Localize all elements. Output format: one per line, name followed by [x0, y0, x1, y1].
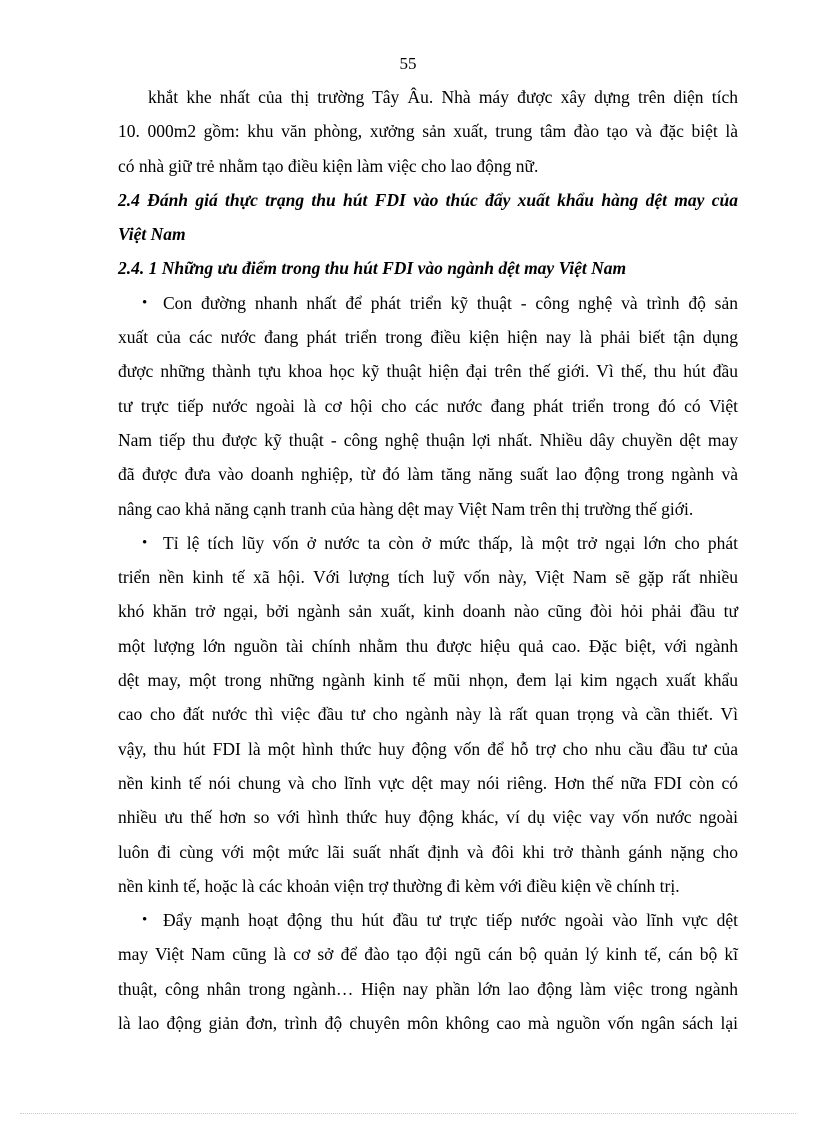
text-line: nhiều ưu thế hơn so với hình thức huy động khác, ví dụ việc vay vốn nước ngoài: [118, 807, 738, 828]
subsection-heading: [118, 251, 738, 285]
text-line: 10. 000m2 gồm: khu văn phòng, xưởng sản xuất, trung tâm đào tạo và đặc biệt là: [118, 121, 738, 142]
text-line: khó khăn trở ngại, bởi ngành sản xuất, kinh doanh nào cũng đòi hỏi phải đầu tư: [118, 601, 738, 622]
text-line: Nam tiếp thu được kỹ thuật - công nghệ thuận lợi nhất. Nhiều dây chuyền dệt may: [118, 429, 738, 450]
bullet-text: Tỉ lệ tích lũy vốn ở nước ta còn ở mức thấp, là một trở ngại lớn cho phát: [163, 532, 738, 553]
text-line: khắt khe nhất của thị trường Tây Âu. Nhà máy được xây dựng trên diện tích: [148, 87, 738, 107]
section-heading: [118, 183, 738, 252]
heading-line: 2.4 Đánh giá thực trạng thu hút FDI vào thúc đẩy xuất khẩu hàng dệt may của: [118, 189, 738, 210]
page-number: 55: [399, 54, 417, 73]
page-bottom-divider: [20, 1113, 796, 1114]
text-line: triển nền kinh tế xã hội. Với lượng tích luỹ vốn này, Việt Nam sẽ gặp rất nhiều: [118, 567, 738, 588]
text-line: dệt may, một trong những ngành kinh tế mũi nhọn, đem lại kim ngạch xuất khẩu: [118, 670, 738, 691]
text-line: [118, 903, 738, 937]
bullet-icon: •: [142, 912, 148, 929]
text-line: [118, 526, 738, 560]
intro-paragraph: [118, 80, 738, 183]
text-line: nâng cao khả năng cạnh tranh của hàng dệt may Việt Nam trên thị trường thế giới.: [118, 498, 694, 519]
text-line: được những thành tựu khoa học kỹ thuật hiện đại trên thế giới. Vì thế, thu hút đầu: [118, 361, 738, 382]
heading-line: Việt Nam: [118, 224, 186, 245]
text-line: nền kinh tế nói chung và cho lĩnh vực dệt may nói riêng. Hơn thế nữa FDI còn có: [118, 772, 738, 793]
text-line: luôn đi cùng với một mức lãi suất nhất định và đôi khi trở thành gánh nặng cho: [118, 841, 738, 862]
bullet-text: Con đường nhanh nhất để phát triển kỹ thuật - công nghệ và trình độ sản: [163, 292, 738, 313]
bullet-paragraph: [118, 526, 738, 903]
bullet-paragraph: [118, 286, 738, 526]
bullet-icon: •: [142, 534, 148, 551]
bullet-icon: •: [142, 294, 148, 311]
text-line: nền kinh tế, hoặc là các khoản viện trợ thường đi kèm với điều kiện về chính trị.: [118, 875, 680, 896]
text-line: là lao động giản đơn, trình độ chuyên môn không cao mà nguồn vốn ngân sách lại: [118, 1013, 738, 1034]
text-line: cao cho đất nước thì việc đầu tư cho ngành này là rất quan trọng và cần thiết. Vì: [118, 704, 738, 725]
text-line: xuất của các nước đang phát triển trong điều kiện hiện nay là phải biết tận dụng: [118, 327, 738, 348]
page-content: [118, 80, 738, 1040]
text-line: thuật, công nhân trong ngành… Hiện nay phần lớn lao động làm việc trong ngành: [118, 978, 738, 999]
text-line: [118, 286, 738, 320]
text-line: vậy, thu hút FDI là một hình thức huy động vốn để hỗ trợ cho nhu cầu đầu tư của: [118, 738, 738, 759]
text-line: đã được đưa vào doanh nghiệp, từ đó làm tăng năng suất lao động trong ngành và: [118, 464, 738, 485]
text-line: một lượng lớn nguồn tài chính nhằm thu được hiệu quả cao. Đặc biệt, với ngành: [118, 635, 738, 656]
bullet-paragraph: [118, 903, 738, 1040]
text-line: tư trực tiếp nước ngoài là cơ hội cho các nước đang phát triển trong đó có Việt: [118, 395, 738, 416]
text-line: có nhà giữ trẻ nhằm tạo điều kiện làm việc cho lao động nữ.: [118, 155, 539, 176]
bullet-text: Đẩy mạnh hoạt động thu hút đầu tư trực tiếp nước ngoài vào lĩnh vực dệt: [163, 910, 738, 931]
text-line: may Việt Nam cũng là cơ sở để đào tạo đội ngũ cán bộ quản lý kinh tế, cán bộ kĩ: [118, 944, 738, 965]
heading-line: 2.4. 1 Những ưu điểm trong thu hút FDI vào ngành dệt may Việt Nam: [118, 258, 627, 279]
